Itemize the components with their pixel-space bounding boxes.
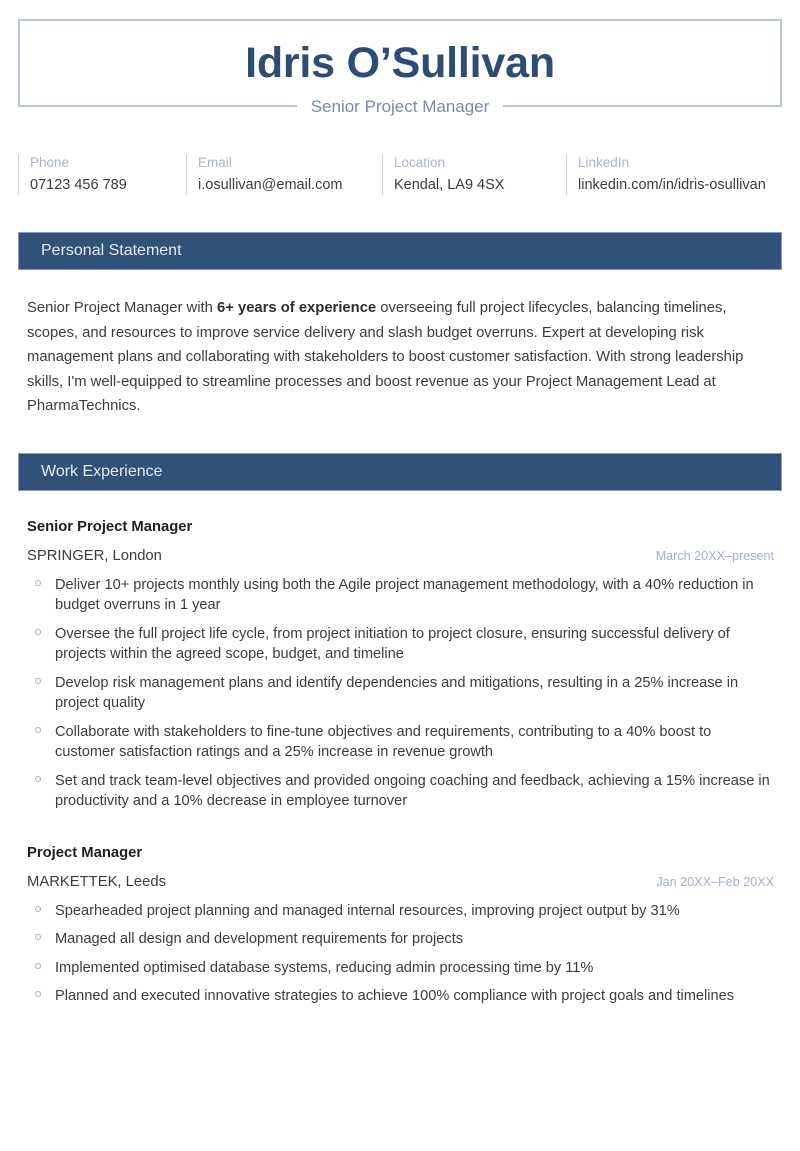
list-item: [27, 929, 774, 950]
circle-bullet-icon: [35, 727, 41, 733]
job-dates: Jan 20XX–Feb 20XX: [656, 874, 774, 889]
list-item: [27, 624, 774, 665]
job-dates: March 20XX–present: [655, 548, 774, 563]
personal-statement-section: [18, 232, 782, 419]
section-title: Personal Statement: [41, 242, 182, 259]
job-title: Project Manager: [27, 844, 143, 861]
bullet-text: Implemented optimised database systems, reducing admin processing time by 11%: [55, 959, 594, 976]
circle-bullet-icon: [35, 963, 41, 969]
circle-bullet-icon: [35, 991, 41, 997]
contact-item-email: [186, 154, 382, 195]
bullet-text: Managed all design and development requirements for projects: [55, 931, 464, 948]
section-bar-personal-statement: [18, 232, 782, 270]
statement-text-before: Senior Project Manager with: [27, 300, 217, 316]
job-company: MARKETTEK, Leeds: [27, 873, 166, 890]
circle-bullet-icon: [35, 629, 41, 635]
bullet-text: Deliver 10+ projects monthly using both the Agile project management methodology, with a 40% reduction in budget overruns in 1 year: [55, 576, 754, 614]
job-meta: [27, 547, 774, 566]
section-bar-work-experience: [18, 453, 782, 491]
bullet-text: Develop risk management plans and identify dependencies and mitigations, resulting in a 25% increase in project quality: [55, 674, 739, 712]
statement-text-after: overseeing full project lifecycles, balancing timelines, scopes, and resources to improve service delivery and slash budget overruns. Expert at developing risk management plans and collaborating with stakeholders to boost customer satisfaction. With strong leadership skills, I'm well-equipped to streamline processes and boost revenue as your Project Management Lead at PharmaTechnics.: [27, 300, 744, 415]
contact-value[interactable]: linkedin.com/in/idris-osullivan: [578, 177, 766, 193]
list-item: [27, 722, 774, 763]
contact-value: Kendal, LA9 4SX: [394, 177, 505, 193]
page-title: Idris O’Sullivan: [245, 38, 555, 87]
bullet-text: Collaborate with stakeholders to fine-tune objectives and requirements, contributing to a 40% boost to customer satisfaction ratings and a 25% increase in revenue growth: [55, 723, 712, 761]
list-item: [27, 901, 774, 922]
contact-item-location: [382, 154, 566, 195]
statement-highlight: 6+ years of experience: [216, 300, 377, 316]
list-item: [27, 673, 774, 714]
work-experience-section: [18, 453, 782, 1007]
contact-label: Email: [198, 155, 232, 170]
contact-label: Location: [394, 155, 446, 170]
contact-label: Phone: [30, 155, 70, 170]
circle-bullet-icon: [35, 934, 41, 940]
contact-item-linkedin: [566, 154, 782, 195]
bullet-text: Oversee the full project life cycle, from project initiation to project closure, ensuring successful delivery of projects within the agreed scope, budget, and timeline: [55, 625, 730, 663]
resume-page: [0, 19, 800, 1151]
job-company: SPRINGER, London: [27, 547, 162, 564]
resume-header: [18, 19, 782, 116]
list-item: [27, 771, 774, 812]
bullet-text: Planned and executed innovative strategies to achieve 100% compliance with project goals and timelines: [55, 988, 735, 1005]
contact-strip: [18, 154, 782, 195]
list-item: [27, 958, 774, 979]
contact-label: LinkedIn: [578, 155, 630, 170]
circle-bullet-icon: [35, 580, 41, 586]
personal-statement-text: [18, 296, 782, 419]
job-meta: [27, 873, 774, 892]
bullet-text: Spearheaded project planning and managed internal resources, improving project output by 31%: [55, 902, 680, 919]
job-bullet-list: [27, 575, 774, 812]
contact-value[interactable]: i.osullivan@email.com: [198, 177, 343, 193]
list-item: [27, 986, 774, 1007]
name-box: [18, 19, 782, 107]
job-entry: [18, 843, 782, 1007]
list-item: [27, 575, 774, 616]
circle-bullet-icon: [35, 906, 41, 912]
contact-value: 07123 456 789: [30, 177, 127, 193]
job-title: Senior Project Manager: [27, 518, 193, 535]
section-title: Work Experience: [41, 462, 163, 480]
job-entry: [18, 517, 782, 812]
circle-bullet-icon: [35, 678, 41, 684]
job-subtitle: Senior Project Manager: [297, 96, 504, 118]
bullet-text: Set and track team-level objectives and provided ongoing coaching and feedback, achieving a 15% increase in productivity and a 10% decrease in employee turnover: [55, 772, 770, 810]
contact-item-phone: [18, 154, 186, 195]
job-bullet-list: [27, 901, 774, 1007]
circle-bullet-icon: [35, 776, 41, 782]
